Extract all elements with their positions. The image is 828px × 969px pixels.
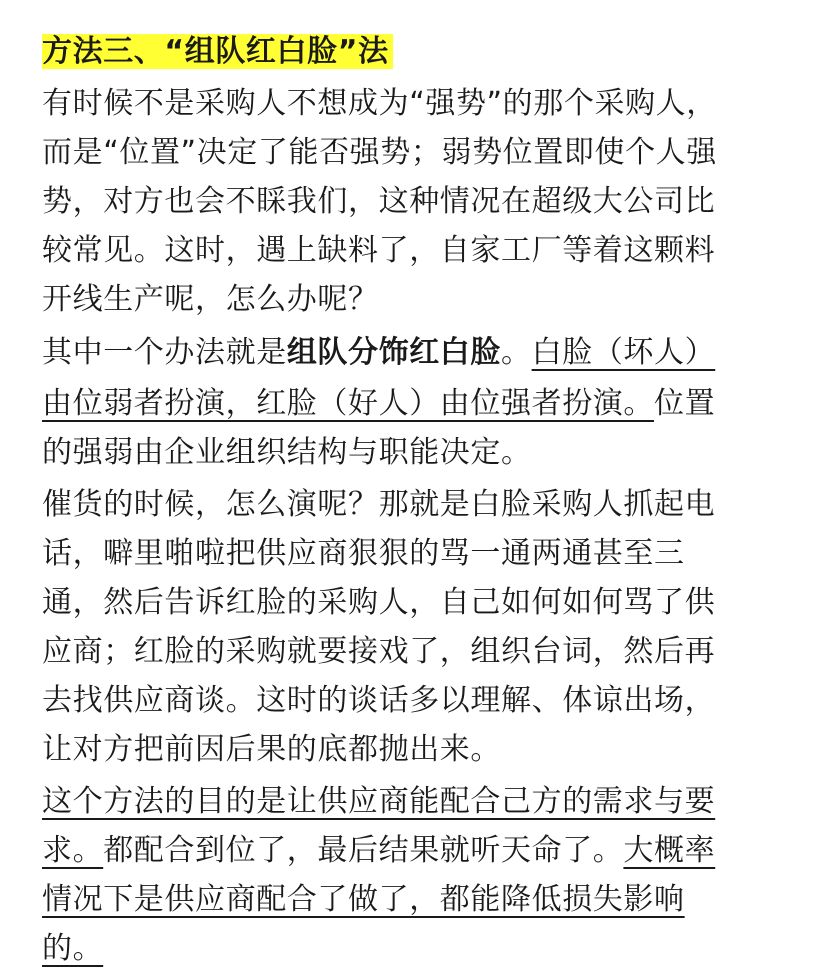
paragraph-line: 较常见。这时，遇上缺料了，自家工厂等着这颗料: [42, 233, 716, 268]
underlined-phrase: 求。: [42, 833, 104, 868]
paragraph-line: 的强弱由企业组织结构与职能决定。: [42, 435, 532, 470]
underlined-phrase: 情况下是供应商配合了做了，都能降低损失影响: [42, 882, 685, 917]
paragraph-line: 而是“位置”决定了能否强势；弱势位置即使个人强: [42, 135, 717, 170]
paragraph-line: 去找供应商谈。这时的谈话多以理解、体谅出场，: [42, 683, 716, 718]
paragraph-line: 由位弱者扮演，红脸（好人）由位强者扮演。位置: [42, 386, 716, 421]
underlined-phrase: 大概率: [623, 833, 716, 868]
paragraph-line: 有时候不是采购人不想成为“强势”的那个采购人，: [42, 86, 717, 121]
paragraph-line: 让对方把前因后果的底都抛出来。: [42, 732, 501, 767]
underlined-phrase: 这个方法的目的是让供应商能配合己方的需求与要: [42, 784, 716, 819]
paragraph-line: [42, 880, 685, 920]
paragraph-line: 通，然后告诉红脸的采购人，自己如何如何骂了供: [42, 585, 716, 620]
paragraph-line: 应商；红脸的采购就要接戏了，组织台词，然后再: [42, 634, 716, 669]
bold-phrase: 组队分饰红白脸: [286, 335, 502, 370]
paragraph-line: [42, 782, 715, 822]
section-title: [42, 32, 393, 72]
paragraph-line: [42, 929, 103, 969]
underlined-phrase: 的。: [42, 931, 104, 966]
paragraph-line: 其中一个办法就是组队分饰红白脸。白脸（坏人）: [42, 335, 716, 370]
paragraph-line: 势，对方也会不睬我们，这种情况在超级大公司比: [42, 184, 716, 219]
paragraph-line: 开线生产呢，怎么办呢？: [42, 282, 379, 317]
title-highlight: 方法三、“组队红白脸”法: [42, 34, 393, 69]
underlined-phrase: 白脸（坏人）: [531, 335, 716, 370]
paragraph-line: 话，噼里啪啦把供应商狠狠的骂一通两通甚至三: [42, 536, 685, 571]
underlined-phrase: 由位弱者扮演，红脸（好人）由位强者扮演。: [42, 386, 654, 421]
paragraph-line: 催货的时候，怎么演呢？那就是白脸采购人抓起电: [42, 487, 716, 522]
paragraph-line: 求。都配合到位了，最后结果就听天命了。大概率: [42, 833, 716, 868]
